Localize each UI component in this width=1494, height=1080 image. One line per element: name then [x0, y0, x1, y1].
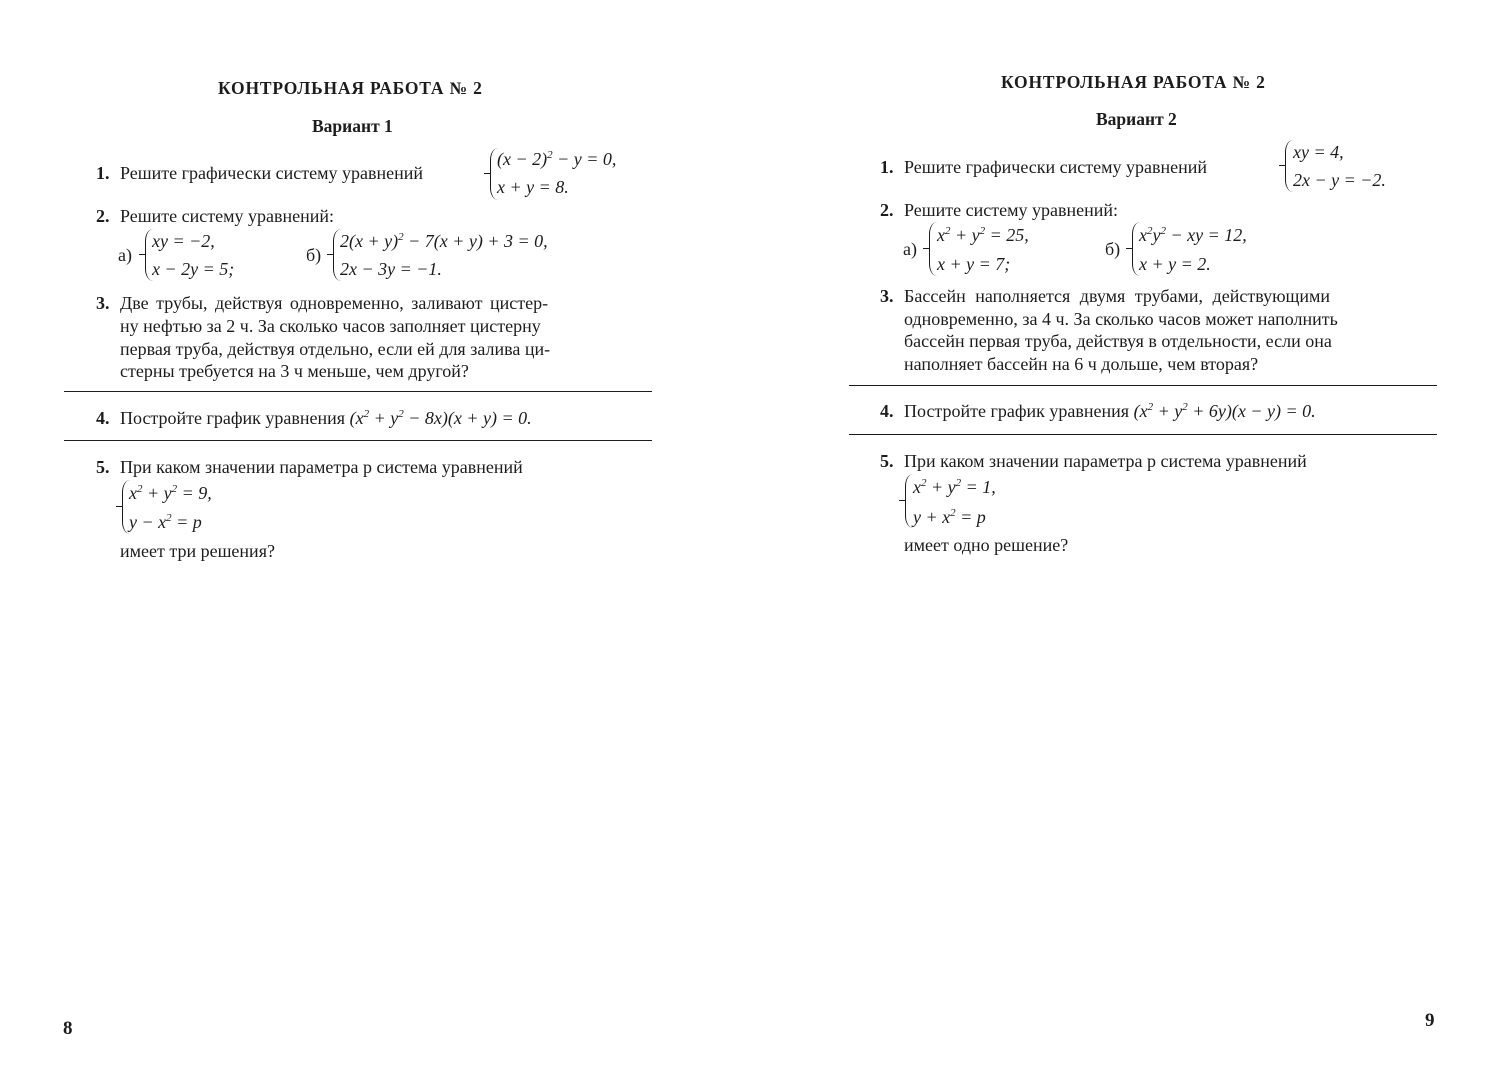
task-5-text: При каком значении параметра p система уравнений [904, 451, 1307, 471]
divider-line [849, 434, 1437, 435]
task-5-question-end: имеет одно решение? [904, 535, 1069, 555]
task-2b-equation-2: x + y = 2. [1139, 254, 1211, 274]
task-2a-equation-1: $x^2 + y^2 = 25$, [937, 225, 1029, 245]
task-5-equation-1: $x^2 + y^2 = 1$, [913, 477, 996, 497]
task-3-line-4: наполняет бассейн на 6 ч дольше, чем вторая? [904, 354, 1259, 374]
task-5-question-end: имеет три решения? [120, 541, 275, 561]
task-3-line-3: бассейн первая труба, действуя в отдельности, если она [904, 331, 1332, 351]
task-4-label: Постройте график уравнения [120, 408, 346, 428]
task-3-line-2: одновременно, за 4 ч. За сколько часов может наполнить [904, 309, 1338, 329]
task-1-equation-1: $(x - 2)^2 - y = 0$, [497, 149, 617, 169]
task-2-text: Решите систему уравнений: [904, 200, 1118, 220]
task-4-number: 4. [880, 401, 894, 421]
task-5-number: 5. [96, 457, 110, 477]
divider-line [64, 391, 652, 392]
divider-line [849, 385, 1437, 386]
right-page [747, 0, 1494, 1080]
page-title: КОНТРОЛЬНАЯ РАБОТА № 2 [1001, 72, 1266, 92]
task-2b-equation-1: $x^2y^2$ − xy = 12, [1139, 225, 1247, 245]
task-4-text [904, 402, 1316, 420]
divider-line [64, 440, 652, 441]
task-4-number: 4. [96, 408, 110, 428]
task-2a-label: а) [903, 239, 917, 259]
task-2a-equation-2: x + y = 7; [937, 254, 1011, 274]
task-2b-label: б) [306, 245, 322, 265]
task-3-line-1: Бассейн наполняется двумя трубами, действующими [904, 286, 1331, 306]
task-4-equation: $(x^2 + y^2 - 8x)(x + y) = 0$. [349, 408, 532, 428]
task-4-label: Постройте график уравнения [904, 401, 1130, 421]
task-2-number: 2. [880, 200, 894, 220]
task-2b-label: б) [1105, 239, 1121, 259]
task-5-equation-2: $y - x^2 = p$ [129, 512, 202, 532]
page-number: 8 [63, 1018, 73, 1039]
variant-heading: Вариант 2 [1096, 109, 1177, 129]
task-1-equation-2: 2x − y = −2. [1293, 170, 1386, 190]
task-3-line-3: первая труба, действуя отдельно, если ей для залива ци- [120, 339, 551, 359]
task-3-number: 3. [96, 293, 110, 313]
page-number: 9 [1425, 1010, 1435, 1031]
task-3-number: 3. [880, 286, 894, 306]
task-2b-equation-1: $2(x + y)^2 - 7(x + y) + 3 = 0$, [340, 231, 548, 251]
task-2a-equation-1: xy = −2, [152, 231, 215, 251]
task-3-line-4: стерны требуется на 3 ч меньше, чем другой? [120, 361, 469, 381]
task-2-number: 2. [96, 206, 110, 226]
task-1-number: 1. [96, 163, 110, 183]
task-1-text: Решите графически систему уравнений [120, 163, 424, 183]
task-2b-equation-2: 2x − 3y = −1. [340, 259, 442, 279]
page-title: КОНТРОЛЬНАЯ РАБОТА № 2 [218, 78, 483, 98]
task-4-text [120, 409, 532, 427]
task-3-line-2: ну нефтью за 2 ч. За сколько часов заполняет цистерну [120, 316, 541, 336]
task-1-equation-2: x + y = 8. [497, 177, 569, 197]
task-3-line-1: Две трубы, действуя одновременно, заливают цистер- [120, 293, 549, 313]
task-5-equation-1: $x^2 + y^2 = 9$, [129, 483, 212, 503]
task-1-text: Решите графически систему уравнений [904, 157, 1208, 177]
task-1-equation-1: xy = 4, [1293, 142, 1344, 162]
task-5-text: При каком значении параметра p система уравнений [120, 457, 523, 477]
task-5-equation-2: $y + x^2 = p$ [913, 507, 986, 527]
task-4-equation: $(x^2 + y^2 + 6y)(x - y) = 0$. [1133, 401, 1316, 421]
task-1-number: 1. [880, 157, 894, 177]
variant-heading: Вариант 1 [312, 116, 393, 136]
task-2a-equation-2: x − 2y = 5; [152, 259, 235, 279]
task-5-number: 5. [880, 451, 894, 471]
task-2-text: Решите систему уравнений: [120, 206, 334, 226]
task-2a-label: а) [118, 245, 132, 265]
